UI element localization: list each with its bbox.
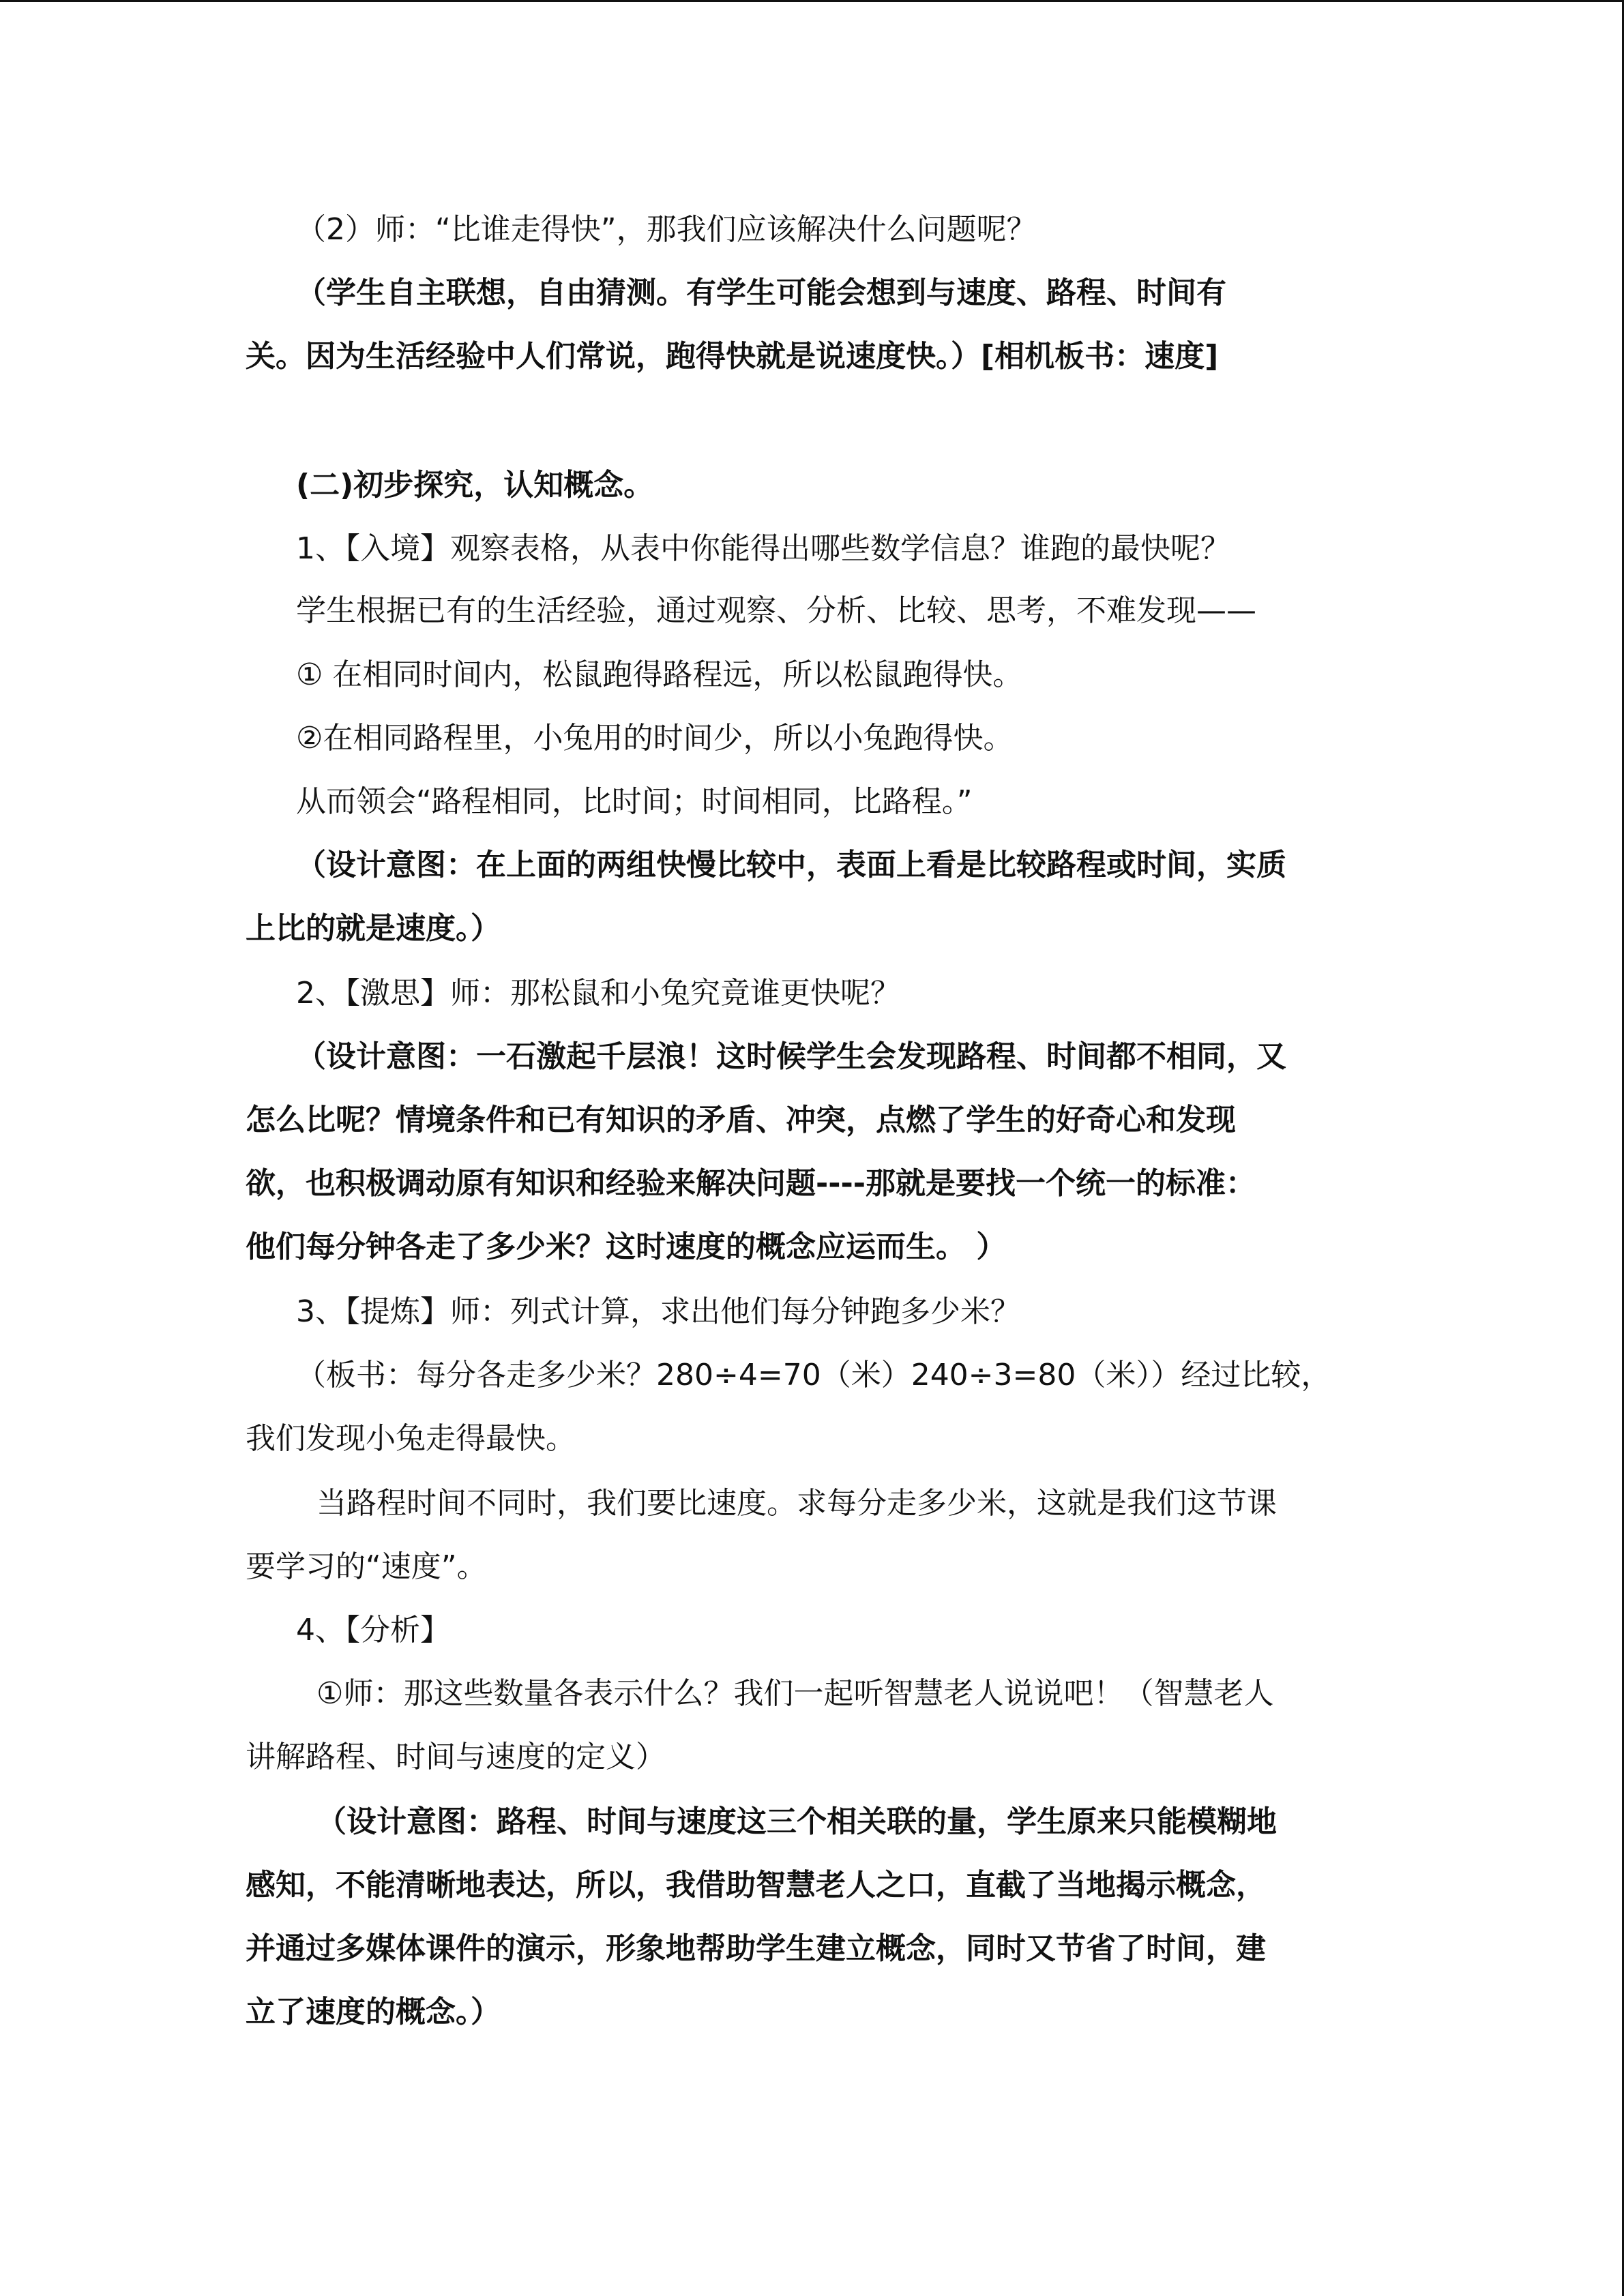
text-line: 1、【入境】观察表格，从表中你能得出哪些数学信息？谁跑的最快呢？ — [296, 531, 1230, 566]
text-line: 学生根据已有的生活经验，通过观察、分析、比较、思考，不难发现—— — [296, 593, 1256, 628]
section-heading: (二)初步探究，认知概念。 — [296, 468, 654, 503]
design-note-line: 上比的就是速度。） — [246, 911, 501, 946]
design-note-line: （设计意图：在上面的两组快慢比较中，表面上看是比较路程或时间，实质 — [296, 848, 1286, 882]
design-note-line: 并通过多媒体课件的演示，形象地帮助学生建立概念，同时又节省了时间，建 — [246, 1931, 1266, 1966]
design-note-line: （设计意图：一石激起千层浪！这时候学生会发现路程、时间都不相同，又 — [296, 1039, 1286, 1074]
design-note-line: 关。因为生活经验中人们常说，跑得快就是说速度快。）[相机板书：速度] — [246, 339, 1219, 374]
design-note-line: 欲，也积极调动原有知识和经验来解决问题----那就是要找一个统一的标准： — [246, 1166, 1256, 1201]
text-line: （板书：每分各走多少米？280÷4=70（米）240÷3=80（米））经过比较， — [296, 1358, 1331, 1392]
text-line: 2、【激思】师：那松鼠和小兔究竟谁更快呢？ — [296, 976, 900, 1011]
text-line: 当路程时间不同时，我们要比速度。求每分走多少米，这就是我们这节课 — [316, 1486, 1277, 1521]
text-line: ②在相同路程里，小兔用的时间少，所以小兔跑得快。 — [296, 721, 1014, 756]
design-note-line: 感知，不能清晰地表达，所以，我借助智慧老人之口，直截了当地揭示概念， — [246, 1868, 1266, 1903]
text-line: 3、【提炼】师：列式计算，求出他们每分钟跑多少米？ — [296, 1294, 1020, 1329]
design-note-line: （设计意图：路程、时间与速度这三个相关联的量，学生原来只能模糊地 — [316, 1804, 1277, 1839]
design-note-line: 怎么比呢？情境条件和已有知识的矛盾、冲突，点燃了学生的好奇心和发现 — [246, 1103, 1236, 1137]
text-line: 要学习的“速度”。 — [246, 1549, 487, 1584]
design-note-line: 立了速度的概念。） — [246, 1995, 501, 2029]
text-line: 我们发现小兔走得最快。 — [246, 1421, 576, 1456]
design-note-line: 他们每分钟各走了多少米？这时速度的概念应运而生。 ） — [246, 1229, 1007, 1264]
text-line: 从而领会“路程相同，比时间；时间相同，比路程。” — [296, 784, 973, 819]
text-line: （2）师：“比谁走得快”，那我们应该解决什么问题呢？ — [296, 212, 1037, 247]
text-line: 4、【分析】 — [296, 1613, 450, 1648]
page-border-top — [0, 0, 1624, 2]
text-line: ①师：那这些数量各表示什么？我们一起听智慧老人说说吧！（智慧老人 — [316, 1676, 1274, 1711]
text-line: ① 在相同时间内，松鼠跑得路程远，所以松鼠跑得快。 — [296, 657, 1023, 692]
design-note-line: （学生自主联想，自由猜测。有学生可能会想到与速度、路程、时间有 — [296, 275, 1226, 310]
text-line: 讲解路程、时间与速度的定义） — [246, 1740, 666, 1774]
